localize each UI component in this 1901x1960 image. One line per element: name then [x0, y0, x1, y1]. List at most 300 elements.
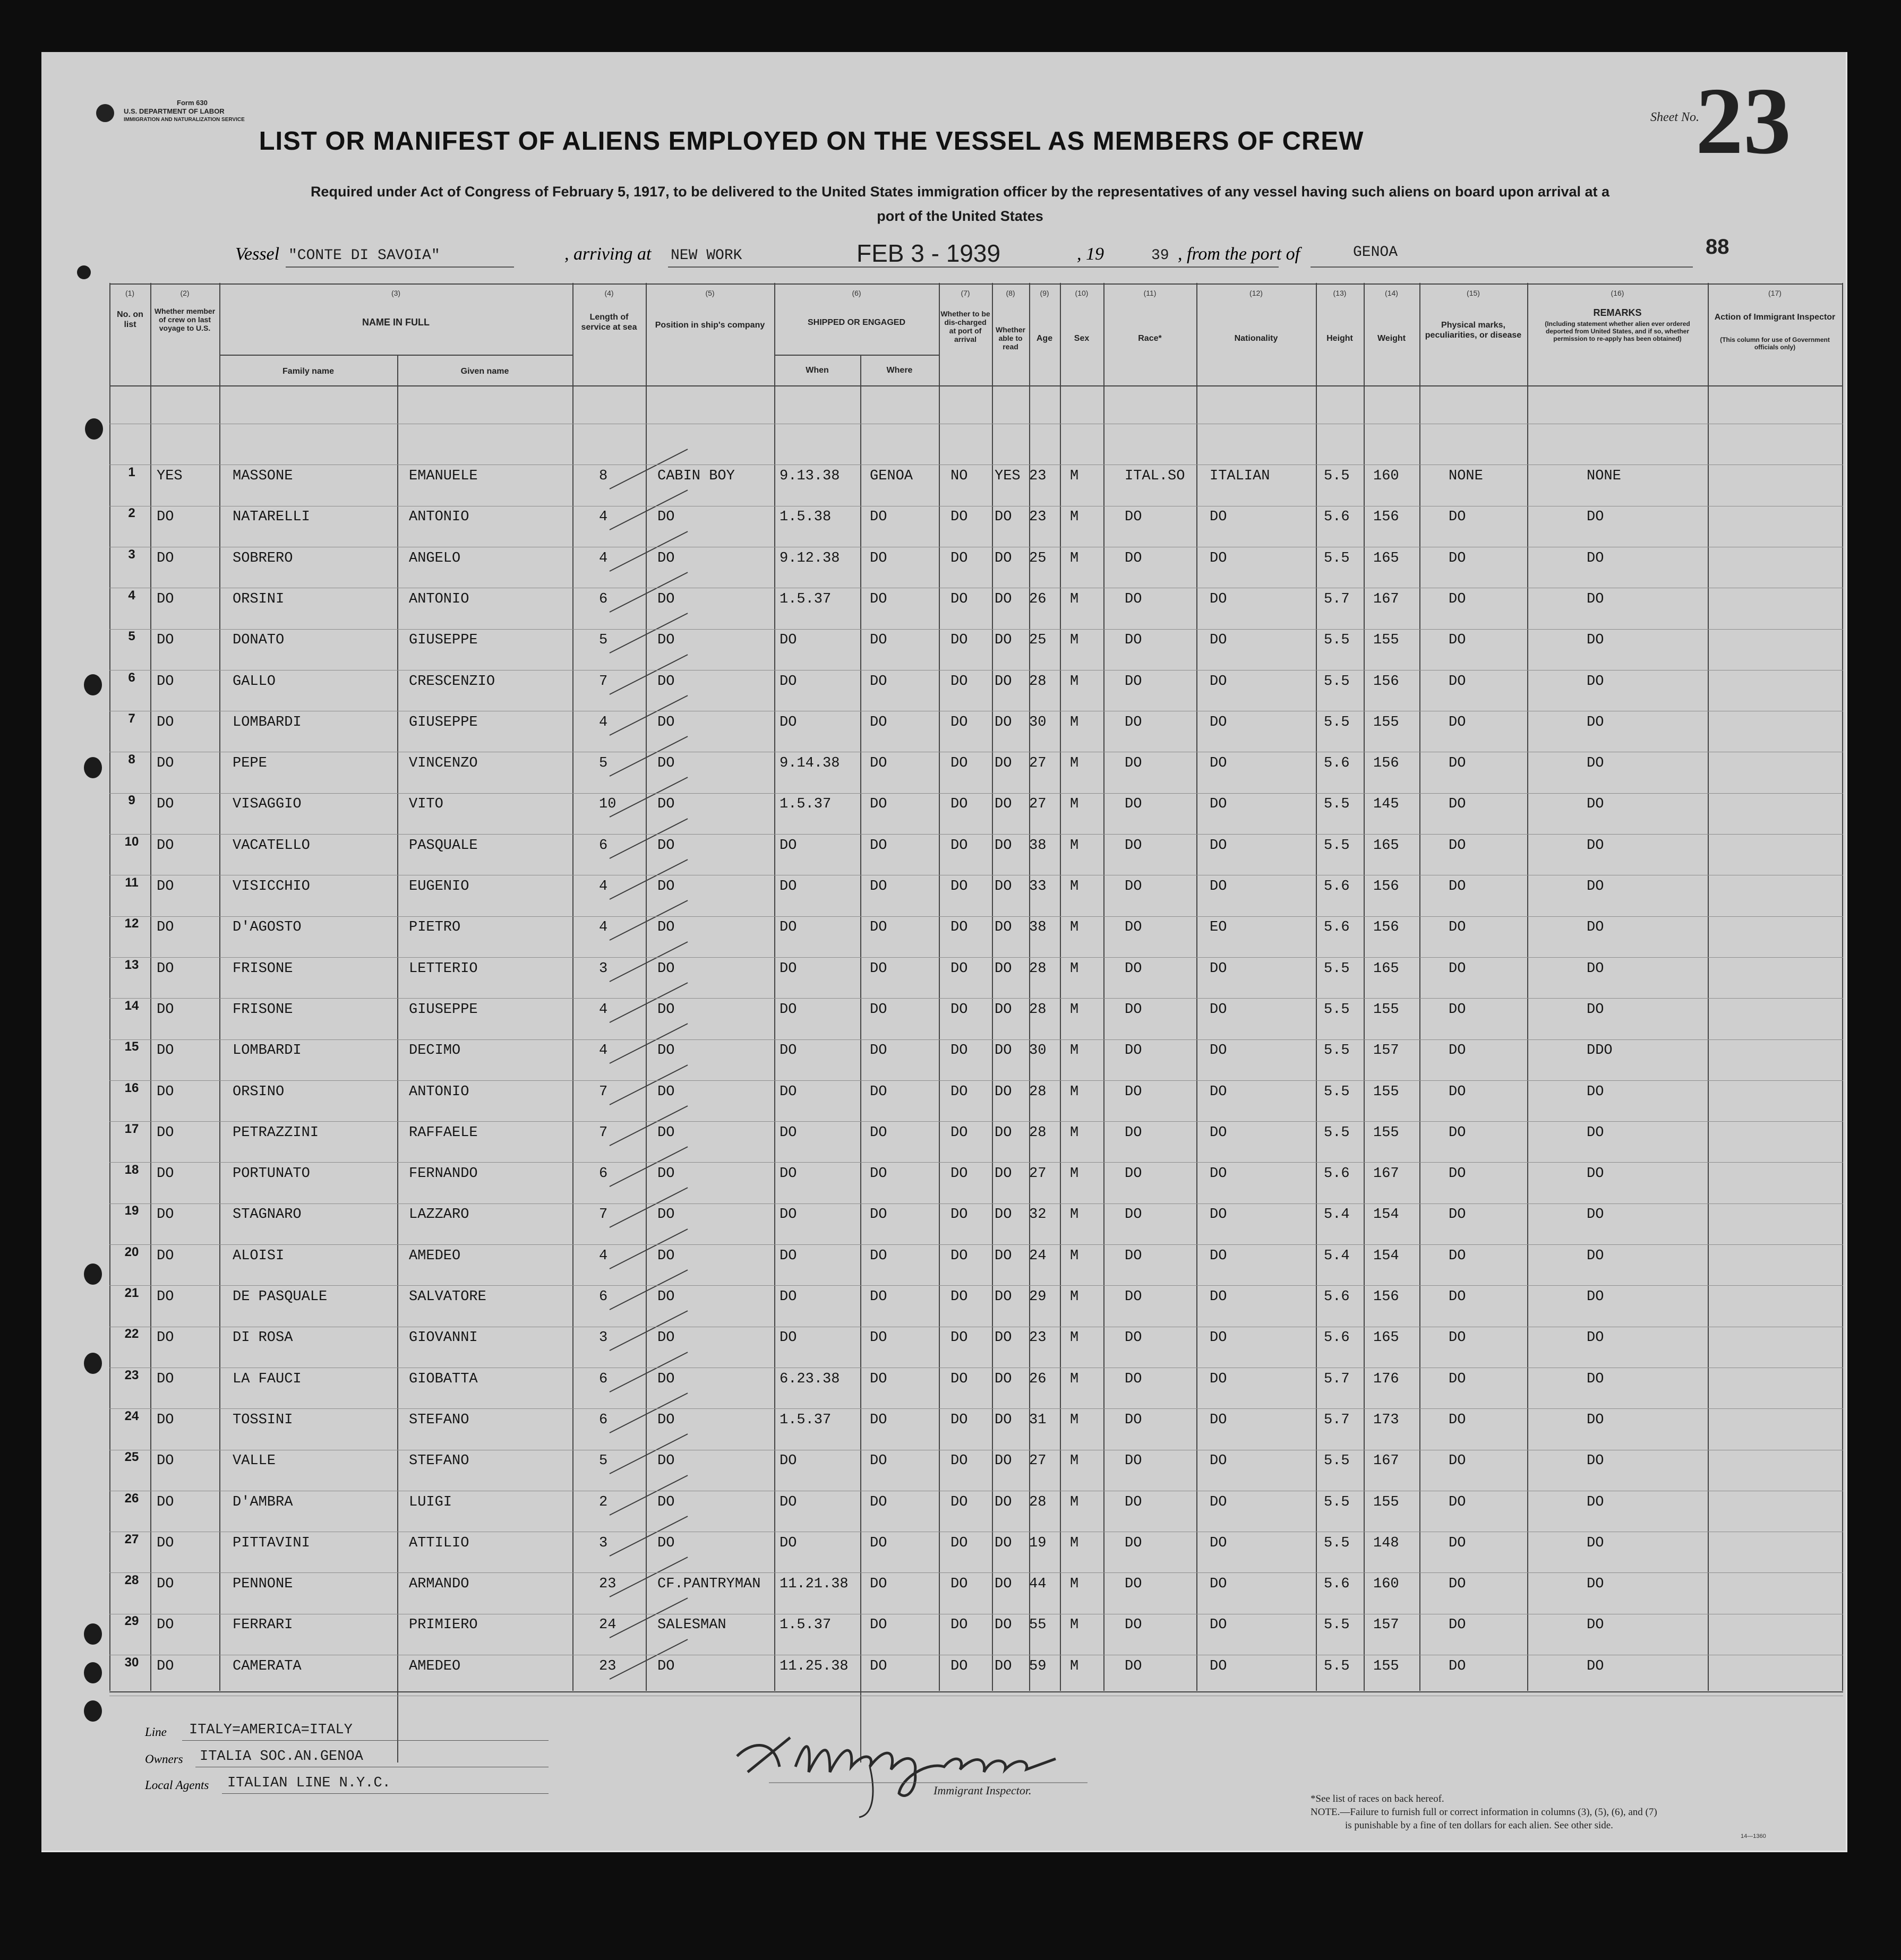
- cell-when: DO: [780, 1043, 797, 1059]
- cell-crew: DO: [157, 1001, 174, 1018]
- form-number: Form 630: [177, 99, 208, 107]
- cell-read: DO: [995, 1453, 1012, 1469]
- cell-family: ALOISI: [233, 1248, 285, 1264]
- cell-race: DO: [1125, 1371, 1142, 1387]
- cell-sex: M: [1070, 1494, 1079, 1510]
- cell-height: 5.5: [1324, 1617, 1350, 1634]
- cell-service: 3: [599, 1330, 608, 1346]
- cell-remarks: DO: [1587, 1001, 1604, 1018]
- cell-marks: DO: [1449, 550, 1466, 566]
- cell-weight: 154: [1373, 1248, 1399, 1264]
- cell-family: D'AMBRA: [233, 1494, 293, 1510]
- cell-marks: DO: [1449, 960, 1466, 977]
- subtitle-line-2: port of the United States: [877, 208, 1043, 224]
- cell-nat: DO: [1210, 1658, 1227, 1674]
- cell-age: 33: [1029, 879, 1047, 895]
- cell-age: 28: [1029, 1124, 1047, 1141]
- agents-label: Local Agents: [145, 1778, 209, 1792]
- cell-sex: M: [1070, 1371, 1079, 1387]
- cell-sex: M: [1070, 468, 1079, 484]
- cell-family: SOBRERO: [233, 550, 293, 566]
- ruled-line: [109, 916, 1843, 917]
- cell-marks: DO: [1449, 1576, 1466, 1593]
- cell-race: DO: [1125, 632, 1142, 649]
- row-number: 19: [124, 1203, 139, 1218]
- cell-read: DO: [995, 1084, 1012, 1100]
- cell-nat: DO: [1210, 796, 1227, 813]
- cell-sex: M: [1070, 755, 1079, 772]
- cell-service: 7: [599, 1084, 608, 1100]
- row-number: 15: [124, 1039, 139, 1054]
- cell-service: 23: [599, 1576, 616, 1593]
- service-tick-mark: [610, 489, 688, 530]
- line-value: ITALY=AMERICA=ITALY: [189, 1722, 353, 1738]
- cell-sex: M: [1070, 1084, 1079, 1100]
- cell-read: YES: [995, 468, 1021, 484]
- cell-height: 5.6: [1324, 1166, 1350, 1182]
- cell-height: 5.5: [1324, 1043, 1350, 1059]
- cell-read: DO: [995, 837, 1012, 854]
- reference-number: 88: [1706, 235, 1729, 259]
- row-number: 25: [124, 1450, 139, 1465]
- cell-age: 59: [1029, 1658, 1047, 1674]
- cell-service: 4: [599, 550, 608, 566]
- ruled-line: [109, 957, 1843, 958]
- cell-marks: DO: [1449, 755, 1466, 772]
- cell-remarks: DO: [1587, 1412, 1604, 1428]
- cell-position: CF.PANTRYMAN: [657, 1576, 761, 1593]
- col-border: [774, 283, 775, 1691]
- cell-where: DO: [870, 591, 887, 607]
- col-border: [1196, 283, 1197, 1691]
- cell-race: DO: [1125, 1494, 1142, 1510]
- cell-family: LOMBARDI: [233, 714, 302, 730]
- cell-nat: DO: [1210, 960, 1227, 977]
- cell-height: 5.7: [1324, 1412, 1350, 1428]
- service-tick-mark: [610, 818, 688, 859]
- cell-read: DO: [995, 1248, 1012, 1264]
- cell-age: 24: [1029, 1248, 1047, 1264]
- cell-race: DO: [1125, 1535, 1142, 1551]
- row-number: 13: [124, 957, 139, 972]
- service-tick-mark: [610, 777, 688, 818]
- cell-height: 5.4: [1324, 1248, 1350, 1264]
- cell-crew: DO: [157, 509, 174, 526]
- cell-weight: 155: [1373, 632, 1399, 649]
- cell-remarks: DO: [1587, 714, 1604, 730]
- agents-underline: [222, 1793, 549, 1794]
- name-subheader-line: [219, 355, 572, 356]
- service-tick-mark: [610, 1188, 688, 1228]
- cell-weight: 165: [1373, 1330, 1399, 1346]
- cell-position: DO: [657, 1248, 675, 1264]
- cell-where: DO: [870, 509, 887, 526]
- column-number: (14): [1385, 289, 1398, 297]
- cell-age: 25: [1029, 550, 1047, 566]
- ruled-line: [109, 1244, 1843, 1245]
- cell-service: 24: [599, 1617, 616, 1634]
- cell-height: 5.5: [1324, 632, 1350, 649]
- cell-age: 26: [1029, 1371, 1047, 1387]
- cell-when: DO: [780, 673, 797, 690]
- cell-remarks: NONE: [1587, 468, 1621, 484]
- cell-marks: DO: [1449, 1084, 1466, 1100]
- hole-punch: [84, 1353, 102, 1374]
- cell-family: LA FAUCI: [233, 1371, 302, 1387]
- cell-where: DO: [870, 550, 887, 566]
- cell-disch: DO: [950, 837, 968, 854]
- cell-marks: DO: [1449, 919, 1466, 936]
- service-tick-mark: [610, 1352, 688, 1392]
- cell-disch: DO: [950, 1371, 968, 1387]
- owners-value: ITALIA SOC.AN.GENOA: [200, 1749, 363, 1765]
- cell-read: DO: [995, 1207, 1012, 1223]
- col-border: [219, 283, 220, 1691]
- col-border: [1029, 283, 1030, 1691]
- service-tick-mark: [610, 1269, 688, 1310]
- cell-height: 5.6: [1324, 919, 1350, 936]
- cell-family: ORSINO: [233, 1084, 285, 1100]
- column-number: (7): [961, 289, 970, 297]
- cell-given: VITO: [409, 796, 443, 813]
- col-border: [150, 283, 151, 1691]
- cell-crew: DO: [157, 1658, 174, 1674]
- cell-position: SALESMAN: [657, 1617, 726, 1634]
- row-number: 2: [128, 506, 135, 521]
- cell-when: DO: [780, 919, 797, 936]
- hole-punch: [77, 265, 91, 279]
- row-number: 6: [128, 670, 135, 685]
- column-number: (17): [1768, 289, 1782, 297]
- cell-height: 5.7: [1324, 1371, 1350, 1387]
- cell-crew: DO: [157, 1330, 174, 1346]
- service-tick-mark: [610, 1639, 688, 1680]
- cell-family: PITTAVINI: [233, 1535, 310, 1551]
- cell-height: 5.7: [1324, 591, 1350, 607]
- cell-weight: 154: [1373, 1207, 1399, 1223]
- cell-nat: DO: [1210, 673, 1227, 690]
- cell-remarks: DDO: [1587, 1043, 1613, 1059]
- cell-age: 30: [1029, 714, 1047, 730]
- cell-service: 5: [599, 632, 608, 649]
- service-tick-mark: [610, 941, 688, 982]
- cell-height: 5.5: [1324, 1084, 1350, 1100]
- cell-crew: DO: [157, 837, 174, 854]
- col-border: [1060, 283, 1061, 1691]
- service-tick-mark: [610, 1310, 688, 1351]
- cell-race: DO: [1125, 1330, 1142, 1346]
- subtitle-line-1: Required under Act of Congress of February 5, 1917, to be delivered to the United States immigration officer by the representatives of any vessel having such aliens on board upon arrival at a: [310, 184, 1610, 200]
- cell-weight: 156: [1373, 755, 1399, 772]
- cell-service: 4: [599, 714, 608, 730]
- cell-race: DO: [1125, 550, 1142, 566]
- cell-height: 5.6: [1324, 879, 1350, 895]
- col-border: [992, 283, 993, 1691]
- cell-marks: DO: [1449, 1330, 1466, 1346]
- row-number: 1: [128, 465, 135, 479]
- cell-read: DO: [995, 960, 1012, 977]
- cell-race: DO: [1125, 1576, 1142, 1593]
- cell-family: MASSONE: [233, 468, 293, 484]
- cell-nat: DO: [1210, 550, 1227, 566]
- cell-height: 5.5: [1324, 714, 1350, 730]
- cell-nat: DO: [1210, 1248, 1227, 1264]
- cell-where: DO: [870, 632, 887, 649]
- cell-weight: 165: [1373, 960, 1399, 977]
- cell-age: 27: [1029, 1453, 1047, 1469]
- cell-where: DO: [870, 837, 887, 854]
- cell-nat: ITALIAN: [1210, 468, 1270, 484]
- cell-when: 1.5.37: [780, 1617, 832, 1634]
- cell-marks: DO: [1449, 796, 1466, 813]
- cell-service: 4: [599, 1001, 608, 1018]
- cell-read: DO: [995, 1576, 1012, 1593]
- cell-when: DO: [780, 837, 797, 854]
- cell-when: 1.5.37: [780, 796, 832, 813]
- cell-age: 38: [1029, 837, 1047, 854]
- cell-where: GENOA: [870, 468, 913, 484]
- cell-position: DO: [657, 1535, 675, 1551]
- cell-weight: 155: [1373, 714, 1399, 730]
- cell-sex: M: [1070, 1289, 1079, 1305]
- cell-when: DO: [780, 1166, 797, 1182]
- cell-sex: M: [1070, 919, 1079, 936]
- inspector-caption: Immigrant Inspector.: [934, 1784, 1032, 1797]
- cell-remarks: DO: [1587, 837, 1604, 854]
- cell-remarks: DO: [1587, 1535, 1604, 1551]
- cell-read: DO: [995, 1617, 1012, 1634]
- cell-remarks: DO: [1587, 879, 1604, 895]
- cell-nat: DO: [1210, 1330, 1227, 1346]
- cell-given: GIUSEPPE: [409, 632, 478, 649]
- service-tick-mark: [610, 1392, 688, 1433]
- column-number: (1): [125, 289, 135, 297]
- cell-crew: DO: [157, 755, 174, 772]
- cell-race: DO: [1125, 796, 1142, 813]
- cell-when: DO: [780, 1535, 797, 1551]
- cell-given: LUIGI: [409, 1494, 452, 1510]
- ruled-line: [109, 1121, 1843, 1122]
- cell-sex: M: [1070, 1166, 1079, 1182]
- header-no-on-list: No. on list: [117, 310, 143, 329]
- cell-remarks: DO: [1587, 1494, 1604, 1510]
- inspector-signature: [716, 1708, 1119, 1825]
- cell-where: DO: [870, 1001, 887, 1018]
- footnote: [1311, 1792, 1657, 1832]
- cell-service: 7: [599, 1207, 608, 1223]
- cell-when: DO: [780, 879, 797, 895]
- cell-remarks: DO: [1587, 632, 1604, 649]
- column-number: (2): [180, 289, 190, 297]
- cell-nat: DO: [1210, 879, 1227, 895]
- cell-when: 6.23.38: [780, 1371, 840, 1387]
- cell-family: PEPE: [233, 755, 267, 772]
- cell-read: DO: [995, 1043, 1012, 1059]
- sheet-number: 23: [1696, 68, 1791, 174]
- cell-service: 4: [599, 509, 608, 526]
- cell-disch: DO: [950, 1084, 968, 1100]
- col-border: [1103, 283, 1104, 1691]
- cell-service: 23: [599, 1658, 616, 1674]
- cell-position: DO: [657, 1371, 675, 1387]
- cell-where: DO: [870, 1330, 887, 1346]
- from-port-value: GENOA: [1353, 244, 1398, 261]
- cell-weight: 157: [1373, 1617, 1399, 1634]
- service-tick-mark: [610, 1433, 688, 1474]
- cell-nat: DO: [1210, 1166, 1227, 1182]
- header-weight: Weight: [1377, 334, 1406, 343]
- cell-when: 1.5.38: [780, 509, 832, 526]
- cell-remarks: DO: [1587, 919, 1604, 936]
- cell-given: GIOBATTA: [409, 1371, 478, 1387]
- cell-service: 5: [599, 755, 608, 772]
- cell-age: 27: [1029, 755, 1047, 772]
- cell-when: DO: [780, 1494, 797, 1510]
- cell-age: 25: [1029, 632, 1047, 649]
- cell-marks: DO: [1449, 1124, 1466, 1141]
- header-name-in-full: NAME IN FULL: [362, 317, 430, 328]
- cell-sex: M: [1070, 1001, 1079, 1018]
- cell-race: ITAL.SO: [1125, 468, 1185, 484]
- cell-read: DO: [995, 1330, 1012, 1346]
- cell-position: DO: [657, 1043, 675, 1059]
- cell-when: DO: [780, 1330, 797, 1346]
- cell-given: PASQUALE: [409, 837, 478, 854]
- cell-given: SALVATORE: [409, 1289, 486, 1305]
- cell-when: DO: [780, 960, 797, 977]
- column-number: (13): [1333, 289, 1347, 297]
- cell-crew: DO: [157, 960, 174, 977]
- cell-crew: DO: [157, 879, 174, 895]
- cell-where: DO: [870, 879, 887, 895]
- cell-age: 23: [1029, 509, 1047, 526]
- cell-crew: YES: [157, 468, 183, 484]
- cell-service: 4: [599, 1248, 608, 1264]
- line-label: Line: [145, 1725, 167, 1739]
- cell-marks: DO: [1449, 879, 1466, 895]
- cell-crew: DO: [157, 1453, 174, 1469]
- cell-position: DO: [657, 879, 675, 895]
- service-tick-mark: [610, 982, 688, 1023]
- cell-where: DO: [870, 1535, 887, 1551]
- cell-race: DO: [1125, 1617, 1142, 1634]
- cell-age: 27: [1029, 1166, 1047, 1182]
- cell-marks: DO: [1449, 1371, 1466, 1387]
- cell-height: 5.5: [1324, 1535, 1350, 1551]
- cell-family: VACATELLO: [233, 837, 310, 854]
- department-name: U.S. DEPARTMENT OF LABOR: [124, 107, 225, 115]
- col-border: [860, 355, 861, 1763]
- hole-punch: [84, 1263, 102, 1285]
- cell-crew: DO: [157, 673, 174, 690]
- cell-service: 5: [599, 1453, 608, 1469]
- cell-where: DO: [870, 1043, 887, 1059]
- cell-where: DO: [870, 673, 887, 690]
- cell-family: PETRAZZINI: [233, 1124, 319, 1141]
- cell-given: ANGELO: [409, 550, 461, 566]
- cell-given: PIETRO: [409, 919, 461, 936]
- cell-nat: DO: [1210, 714, 1227, 730]
- arriving-label: , arriving at: [564, 244, 652, 264]
- cell-height: 5.5: [1324, 837, 1350, 854]
- arrival-port: NEW WORK: [671, 247, 742, 264]
- cell-position: DO: [657, 591, 675, 607]
- cell-remarks: DO: [1587, 1576, 1604, 1593]
- hole-punch: [84, 1623, 102, 1645]
- cell-crew: DO: [157, 1371, 174, 1387]
- cell-marks: DO: [1449, 1248, 1466, 1264]
- cell-position: DO: [657, 1001, 675, 1018]
- cell-remarks: DO: [1587, 673, 1604, 690]
- cell-weight: 155: [1373, 1658, 1399, 1674]
- row-number: 10: [124, 834, 139, 849]
- service-tick-mark: [610, 1146, 688, 1187]
- header-when: When: [806, 366, 829, 375]
- cell-race: DO: [1125, 837, 1142, 854]
- cell-sex: M: [1070, 550, 1079, 566]
- cell-crew: DO: [157, 591, 174, 607]
- row-number: 12: [124, 916, 139, 931]
- col-border: [1316, 283, 1317, 1691]
- page-title: LIST OR MANIFEST OF ALIENS EMPLOYED ON THE VESSEL AS MEMBERS OF CREW: [259, 127, 1364, 156]
- cell-age: 38: [1029, 919, 1047, 936]
- cell-when: DO: [780, 1124, 797, 1141]
- cell-service: 6: [599, 1371, 608, 1387]
- cell-when: DO: [780, 1289, 797, 1305]
- cell-position: DO: [657, 632, 675, 649]
- header-remarks-note: (Including statement whether alien ever ordered deported from United States, and if so, whether permission to re-apply has been obtained): [1545, 320, 1690, 342]
- cell-race: DO: [1125, 1084, 1142, 1100]
- cell-given: RAFFAELE: [409, 1124, 478, 1141]
- cell-age: 29: [1029, 1289, 1047, 1305]
- cell-age: 23: [1029, 1330, 1047, 1346]
- cell-read: DO: [995, 673, 1012, 690]
- cell-read: DO: [995, 1289, 1012, 1305]
- header-physical-marks: Physical marks, peculiarities, or disease: [1425, 321, 1522, 340]
- cell-disch: NO: [950, 468, 968, 484]
- cell-disch: DO: [950, 1576, 968, 1593]
- cell-nat: DO: [1210, 1207, 1227, 1223]
- cell-marks: DO: [1449, 1001, 1466, 1018]
- hole-punch: [84, 674, 102, 695]
- cell-nat: DO: [1210, 1453, 1227, 1469]
- cell-weight: 167: [1373, 1166, 1399, 1182]
- cell-given: FERNANDO: [409, 1166, 478, 1182]
- cell-service: 6: [599, 591, 608, 607]
- cell-given: ANTONIO: [409, 591, 469, 607]
- cell-position: DO: [657, 1124, 675, 1141]
- service-tick-mark: [610, 1228, 688, 1269]
- cell-given: ARMANDO: [409, 1576, 469, 1593]
- cell-given: CRESCENZIO: [409, 673, 495, 690]
- cell-position: DO: [657, 796, 675, 813]
- cell-sex: M: [1070, 632, 1079, 649]
- hole-punch: [84, 1662, 102, 1683]
- row-number: 28: [124, 1573, 139, 1588]
- cell-remarks: DO: [1587, 509, 1604, 526]
- cell-given: AMEDEO: [409, 1248, 461, 1264]
- cell-crew: DO: [157, 1412, 174, 1428]
- cell-weight: 157: [1373, 1043, 1399, 1059]
- ruled-line: [109, 834, 1843, 835]
- cell-height: 5.6: [1324, 509, 1350, 526]
- cell-given: STEFANO: [409, 1412, 469, 1428]
- row-number: 18: [124, 1163, 139, 1177]
- header-remarks: REMARKS: [1593, 307, 1642, 318]
- header-race: Race*: [1138, 334, 1162, 343]
- ruled-line: [109, 1203, 1843, 1204]
- cell-weight: 148: [1373, 1535, 1399, 1551]
